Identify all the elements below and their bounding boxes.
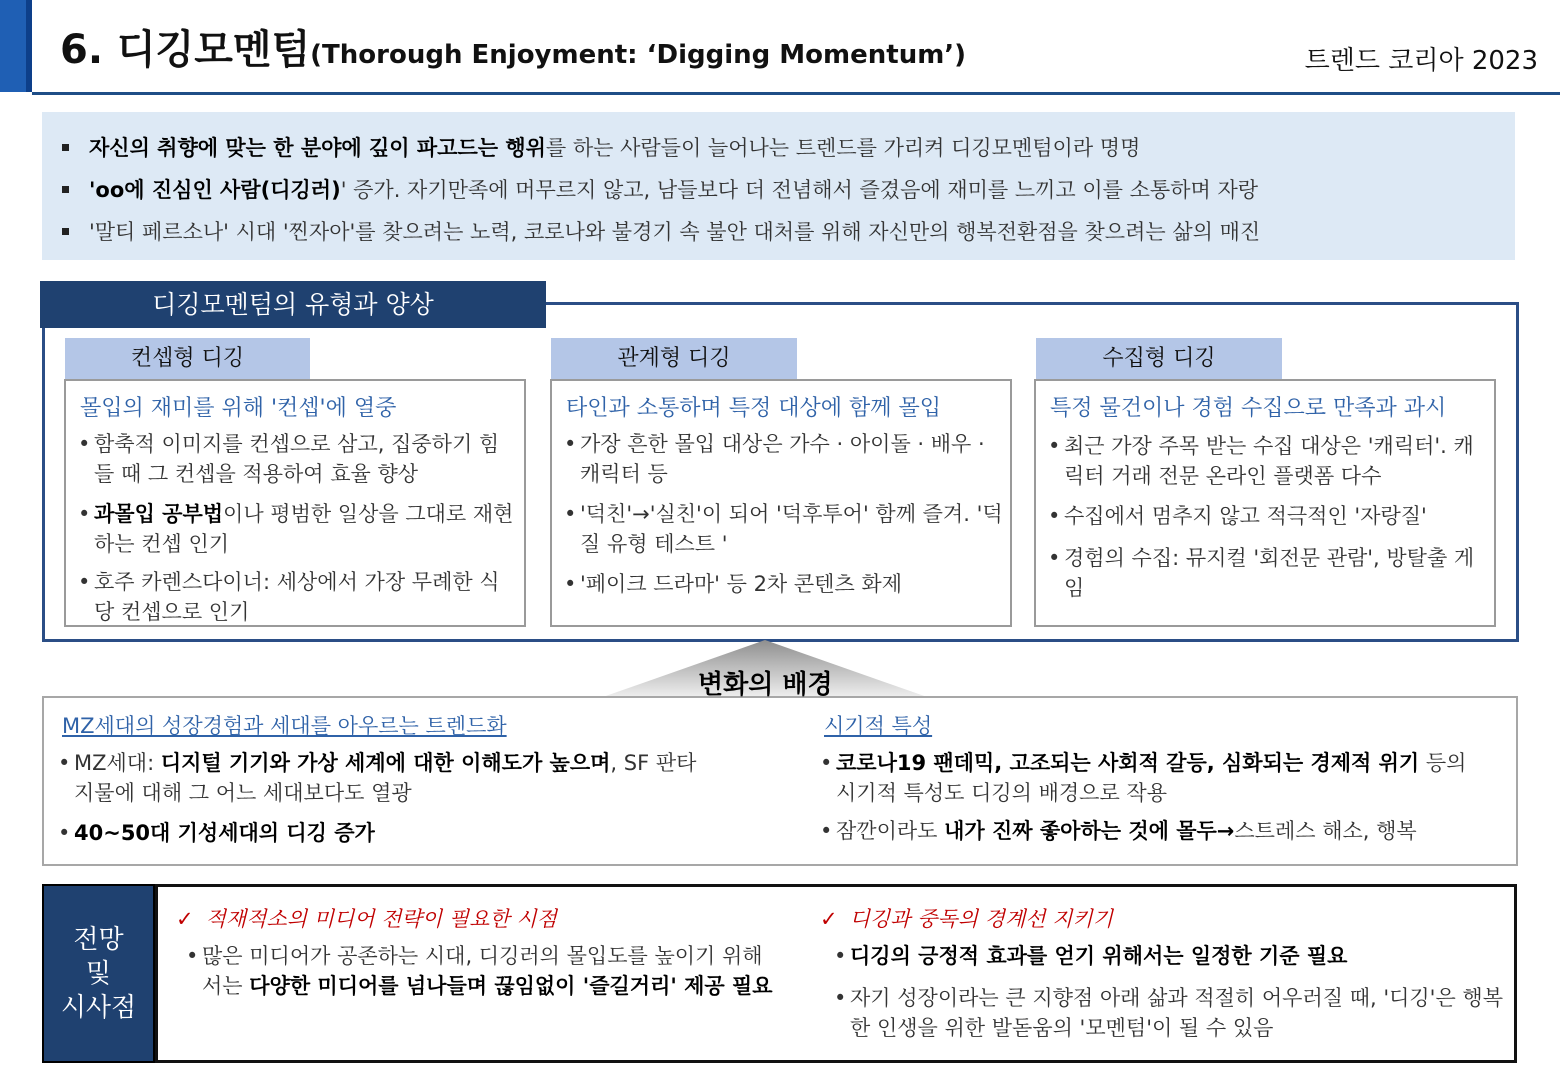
list-item-rest: , SF 판타지물에 대해 그 어느 세대보다도 열광 [74,751,697,805]
list-item-text: 수집에서 멈추지 않고 적극적인 '자랑질' [1064,504,1427,528]
list-item-text: 경험의 수집: 뮤지컬 '회전문 관람', 방탈출 게임 [1064,546,1475,600]
list-item-text [58,748,708,808]
relation-digging-summary: 타인과 소통하며 특정 대상에 함께 몰입 [566,396,941,421]
list-item-text [58,818,708,848]
bullet-dot-icon: • [78,502,91,526]
square-bullet-icon [62,186,69,193]
list-item-bold: 과몰입 공부법 [94,502,224,526]
summary-item-text: '말티 페르소나' 시대 '찐자아'를 찾으려는 노력, 코로나와 불경기 속 불안 대처를 위해 자신만의 행복전환점을 찾으려는 삶의 매진 [89,220,1261,244]
addiction-boundary-heading [820,903,1113,933]
list-item [564,429,1004,489]
collect-digging-box [1034,379,1496,627]
summary-item [62,132,1140,162]
bullet-dot-icon: • [564,432,577,456]
list-item-bold: 디깅의 긍정적 효과를 얻기 위해서는 일정한 기준 필요 [850,944,1348,968]
change-background-box [42,696,1518,866]
list-item-text: '페이크 드라마' 등 2차 콘텐츠 화제 [580,572,903,596]
title-main: 6. 디깅모멘텀 [60,27,311,73]
square-bullet-icon [62,144,69,151]
list-item [1048,431,1488,491]
list-item-prefix: MZ세대: [74,751,161,775]
list-item [834,941,1514,971]
title-subtitle: (Thorough Enjoyment: ‘Digging Momentum’) [310,40,967,70]
list-item-text [820,748,1480,808]
bullet-dot-icon: • [1048,546,1061,570]
concept-digging-box [64,379,526,627]
list-item [564,569,1004,599]
list-item [1048,543,1488,603]
list-item [1048,501,1488,531]
checkmark-icon: ✓ [820,907,838,931]
bullet-dot-icon: • [186,944,199,968]
summary-box [42,112,1515,260]
bullet-dot-icon: • [1048,504,1061,528]
summary-item [62,174,1258,204]
list-item-text [78,499,518,559]
list-item-bold: 다양한 미디어를 넘나들며 끊임없이 '즐길거리' 제공 필요 [249,974,773,998]
list-item-bold: 내가 진짜 좋아하는 것에 몰두→ [944,819,1235,843]
relation-digging-header: 관계형 디깅 [551,338,797,380]
bullet-dot-icon: • [1048,434,1061,458]
concept-digging-summary: 몰입의 재미를 위해 '컨셉'에 열중 [80,396,397,421]
square-bullet-icon [62,228,69,235]
bullet-dot-icon: • [834,986,847,1010]
outlook-label [42,884,155,1063]
list-item-bold: 40~50대 기성세대의 디깅 증가 [74,821,375,845]
outlook-label-line: 및 [85,958,112,989]
outlook-label-line: 시사점 [60,992,137,1023]
summary-item-text: ' 증가. 자기만족에 머무르지 않고, 남들보다 더 전념해서 즐겼음에 재미를 느끼고 이를 소통하며 자랑 [340,178,1259,202]
summary-item-bold: 자신의 취향에 맞는 한 분야에 깊이 파고드는 행위 [89,136,546,160]
outlook-box [155,884,1517,1063]
bullet-dot-icon: • [78,432,91,456]
bullet-dot-icon: • [564,572,577,596]
bullet-dot-icon: • [834,944,847,968]
list-item [58,748,708,808]
list-item [820,816,1500,846]
bullet-dot-icon: • [58,821,71,845]
bullet-dot-icon: • [78,570,91,594]
period-heading: 시기적 특성 [824,714,933,738]
header-divider [32,92,1560,95]
list-item [564,499,1004,559]
list-item [820,748,1480,808]
header-accent-stripe [26,0,32,92]
list-item-text: 최근 가장 주목 받는 수집 대상은 '캐릭터'. 캐릭터 거래 전문 온라인 플랫폼 다수 [1064,434,1474,488]
summary-item [62,216,1260,246]
list-item-prefix: 잠깐이라도 [836,819,945,843]
summary-item-text: 를 하는 사람들이 늘어나는 트렌드를 가리켜 디깅모멘텀이라 명명 [545,136,1141,160]
bullet-dot-icon: • [820,819,833,843]
list-item-text [834,941,1514,971]
mz-generation-heading: MZ세대의 성장경험과 세대를 아우르는 트렌드화 [62,714,507,738]
list-item-bold: 디지털 기기와 가상 세계에 대한 이해도가 높으며 [160,751,611,775]
list-item-rest: 이나 평범한 일상을 그대로 재현하는 컨셉 인기 [94,502,514,556]
list-item-rest: 등의 시기적 특성도 디깅의 배경으로 작용 [836,751,1467,805]
outlook-label-line: 전망 [73,924,124,955]
list-item-prefix: 많은 미디어가 공존하는 시대, 디깅러의 몰입도를 높이기 위해서는 [202,944,763,998]
relation-digging-box [550,379,1012,627]
summary-item-bold: 'oo에 진심인 사람(디깅러) [89,178,341,202]
bullet-dot-icon: • [58,751,71,775]
list-item-rest: 스트레스 해소, 행복 [1234,819,1417,843]
types-section-title: 디깅모멘텀의 유형과 양상 [40,281,546,328]
checkmark-icon: ✓ [176,907,194,931]
list-item-text: 호주 카렌스다이너: 세상에서 가장 무례한 식당 컨셉으로 인기 [94,570,500,624]
collect-digging-summary: 특정 물건이나 경험 수집으로 만족과 과시 [1050,396,1447,421]
list-item [834,983,1514,1043]
bullet-dot-icon: • [820,751,833,775]
list-item-bold: 코로나19 팬데믹, 고조되는 사회적 갈등, 심화되는 경제적 위기 [836,751,1420,775]
concept-digging-header: 컨셉형 디깅 [65,338,310,380]
list-item [58,818,708,848]
brand-label: 트렌드 코리아 2023 [1304,46,1538,76]
list-item-text: 가장 흔한 몰입 대상은 가수 · 아이돌 · 배우 · 캐릭터 등 [580,432,985,486]
list-item-text: 함축적 이미지를 컨셉으로 삼고, 집중하기 힘들 때 그 컨셉을 적용하여 효율 향상 [94,432,500,486]
page-title [60,18,966,75]
list-item [78,567,518,627]
list-item-text [820,816,1500,846]
list-item [186,941,776,1001]
list-item [78,499,518,559]
change-background-label: 변화의 배경 [698,670,833,700]
list-item-text: 자기 성장이라는 큰 지향점 아래 삶과 적절히 어우러질 때, '디깅'은 행복한 인생을 위한 발돋움의 '모멘텀'이 될 수 있음 [850,986,1503,1040]
media-strategy-heading [176,903,557,933]
outlook-heading-text: 디깅과 중독의 경계선 지키기 [849,907,1114,931]
list-item-text [186,941,776,1001]
outlook-heading-text: 적재적소의 미디어 전략이 필요한 시점 [205,907,557,931]
list-item-text: '덕친'→'실친'이 되어 '덕후투어' 함께 즐겨. '덕질 유형 테스트 ' [580,502,1003,556]
bullet-dot-icon: • [564,502,577,526]
collect-digging-header: 수집형 디깅 [1036,338,1282,380]
list-item [78,429,518,489]
